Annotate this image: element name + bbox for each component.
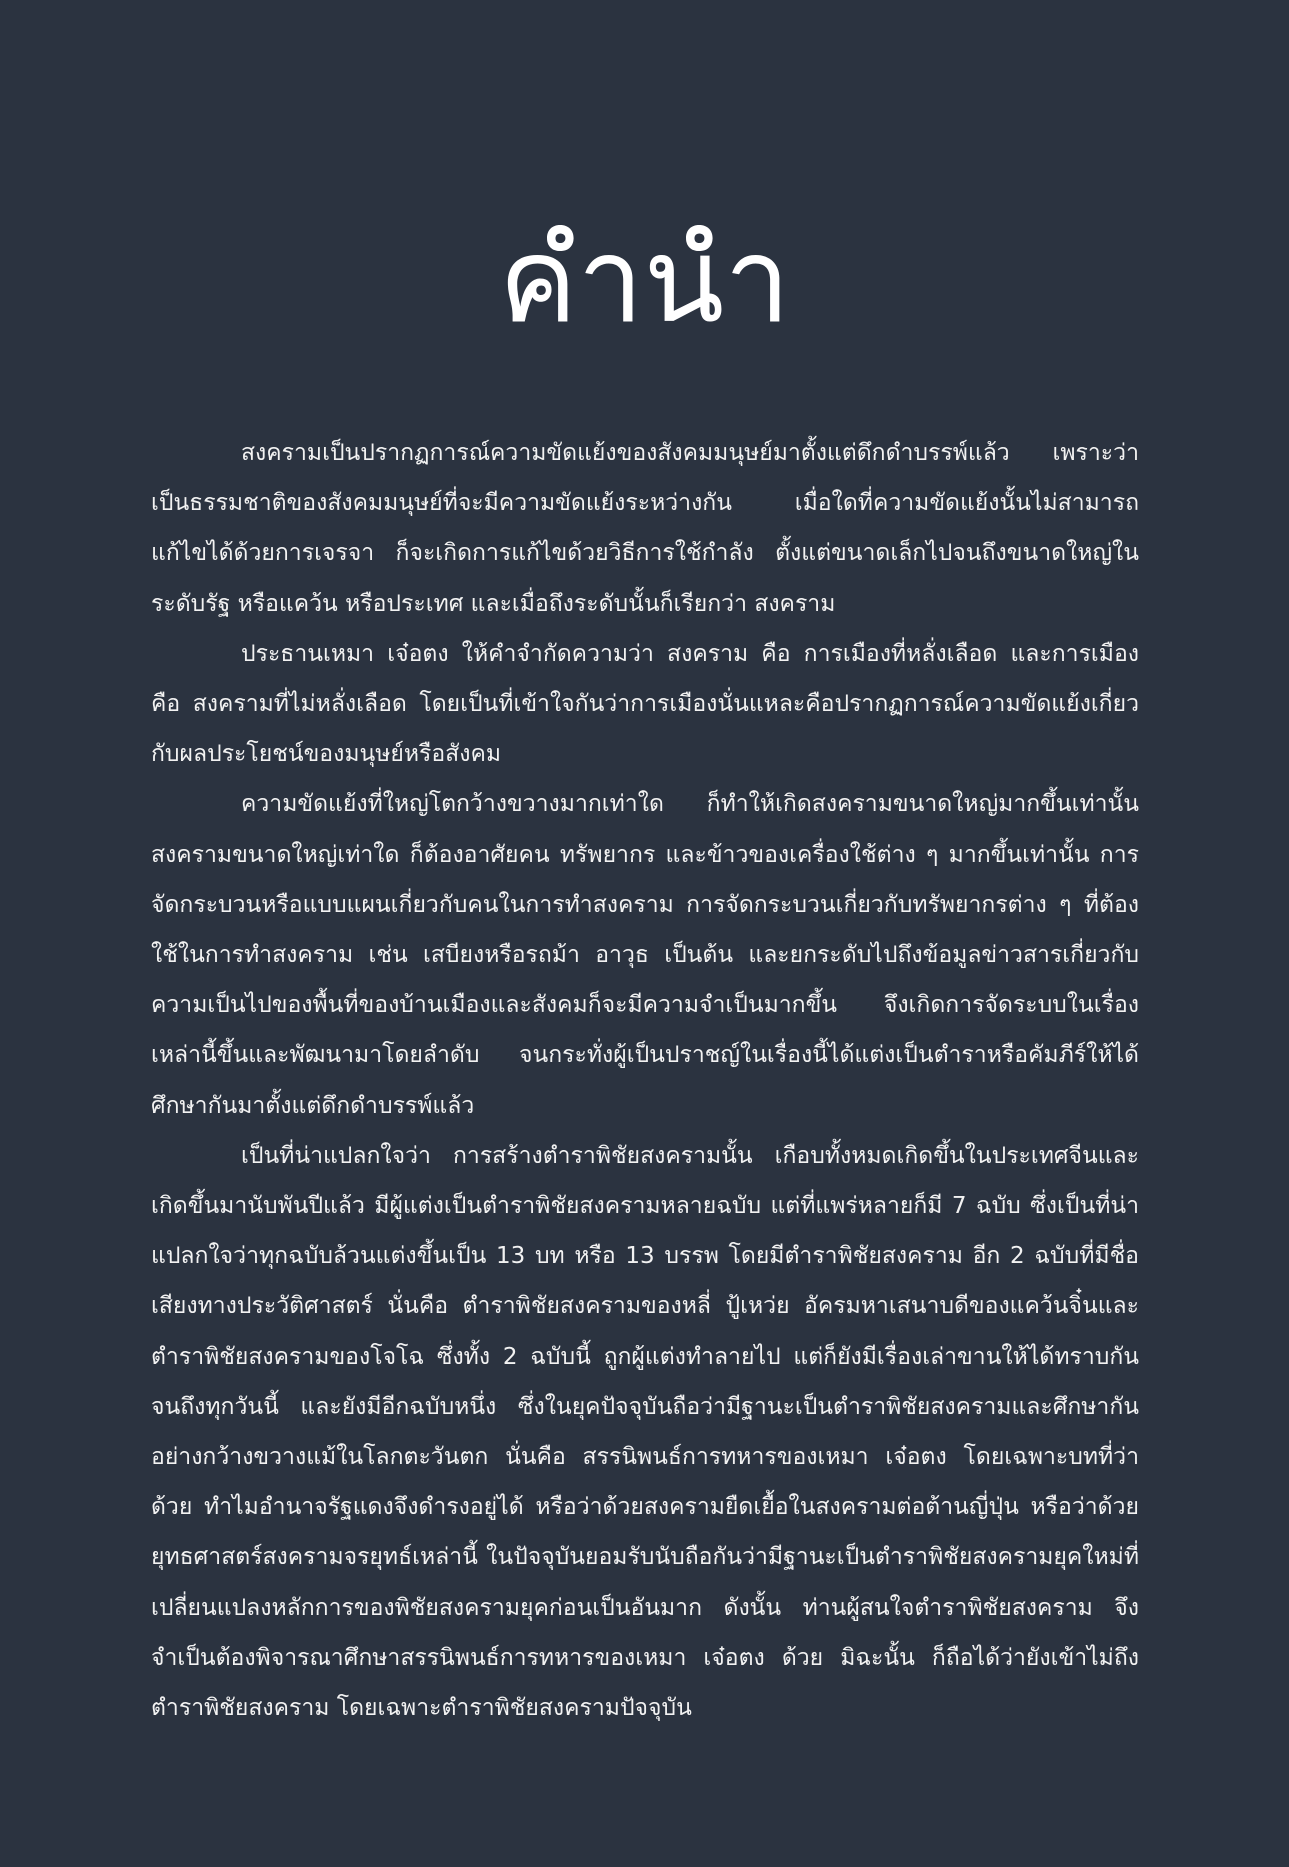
paragraph-4: เป็นที่น่าแปลกใจว่า การสร้างตำราพิชัยสงครามนั้น เกือบทั้งหมดเกิดขึ้นในประเทศจีนและเกิดขึ้นมานับพันปีแล้ว มีผู้แต่งเป็นตำราพิชัยสงครามหลายฉบับ แต่ที่แพร่หลายก็มี 7 ฉบับ ซึ่งเป็นที่น่าแปลกใจว่าทุกฉบับล้วนแต่งขึ้นเป็น 13 บท หรือ 13 บรรพ โดยมีตำราพิชัยสงคราม อีก 2 ฉบับที่มีชื่อเสียงทางประวัติศาสตร์ นั่นคือ ตำราพิชัยสงครามของหลี่ ปู้เหว่ย อัครมหาเสนาบดีของแคว้นจิ๋นและตำราพิชัยสงครามของโจโฉ ซึ่งทั้ง 2 ฉบับนี้ ถูกผู้แต่งทำลายไป แต่ก็ยังมีเรื่องเล่าขานให้ได้ทราบกันจนถึงทุกวันนี้ และยังมีอีกฉบับหนึ่ง ซึ่งในยุคปัจจุบันถือว่ามีฐานะเป็นตำราพิชัยสงครามและศึกษากันอย่างกว้างขวางแม้ในโลกตะวันตก นั่นคือ สรรนิพนธ์การทหารของเหมา เจ๋อตง โดยเฉพาะบทที่ว่าด้วย ทำไมอำนาจรัฐแดงจึงดำรงอยู่ได้ หรือว่าด้วยสงครามยืดเยื้อในสงครามต่อต้านญี่ปุ่น หรือว่าด้วยยุทธศาสตร์สงครามจรยุทธ์เหล่านี้ ในปัจจุบันยอมรับนับถือกันว่ามีฐานะเป็นตำราพิชัยสงครามยุคใหม่ที่เปลี่ยนแปลงหลักการของพิชัยสงครามยุคก่อนเป็นอันมาก ดังนั้น ท่านผู้สนใจตำราพิชัยสงคราม จึงจำเป็นต้องพิจารณาศึกษาสรรนิพนธ์การทหารของเหมา เจ๋อตง ด้วย มิฉะนั้น ก็ถือได้ว่ายังเข้าไม่ถึงตำราพิชัยสงคราม โดยเฉพาะตำราพิชัยสงครามปัจจุบัน — [151, 1142, 1139, 1722]
paragraph-1: สงครามเป็นปรากฏการณ์ความขัดแย้งของสังคมมนุษย์มาตั้งแต่ดึกดำบรรพ์แล้ว เพราะว่าเป็นธรรมชาติของสังคมมนุษย์ที่จะมีความขัดแย้งระหว่างกัน เมื่อใดที่ความขัดแย้งนั้นไม่สามารถแก้ไขได้ด้วยการเจรจา ก็จะเกิดการแก้ไขด้วยวิธีการใช้กำลัง ตั้งแต่ขนาดเล็กไปจนถึงขนาดใหญ่ในระดับรัฐ หรือแคว้น หรือประเทศ และเมื่อถึงระดับนั้นก็เรียกว่า สงคราม — [151, 440, 1139, 617]
page-title: คำนำ — [498, 211, 791, 349]
paragraph-3: ความขัดแย้งที่ใหญ่โตกว้างขวางมากเท่าใด ก็ทำให้เกิดสงครามขนาดใหญ่มากขึ้นเท่านั้น สงครามขนาดใหญ่เท่าใด ก็ต้องอาศัยคน ทรัพยากร และข้าวของเครื่องใช้ต่าง ๆ มากขึ้นเท่านั้น การจัดกระบวนหรือแบบแผนเกี่ยวกับคนในการทำสงคราม การจัดกระบวนเกี่ยวกับทรัพยากรต่าง ๆ ที่ต้องใช้ในการทำสงคราม เช่น เสบียงหรือรถม้า อาวุธ เป็นต้น และยกระดับไปถึงข้อมูลข่าวสารเกี่ยวกับความเป็นไปของพื้นที่ของบ้านเมืองและสังคมก็จะมีความจำเป็นมากขึ้น จึงเกิดการจัดระบบในเรื่องเหล่านี้ขึ้นและพัฒนามาโดยลำดับ จนกระทั่งผู้เป็นปราชญ์ในเรื่องนี้ได้แต่งเป็นตำราหรือคัมภีร์ให้ได้ศึกษากันมาตั้งแต่ดึกดำบรรพ์แล้ว — [151, 791, 1139, 1119]
preface-body — [151, 428, 1139, 1733]
paragraph-2: ประธานเหมา เจ๋อตง ให้คำจำกัดความว่า สงคราม คือ การเมืองที่หลั่งเลือด และการเมือง คือ สงครามที่ไม่หลั่งเลือด โดยเป็นที่เข้าใจกันว่าการเมืองนั่นแหละคือปรากฏการณ์ความขัดแย้งเกี่ยวกับผลประโยชน์ของมนุษย์หรือสังคม — [151, 640, 1139, 768]
